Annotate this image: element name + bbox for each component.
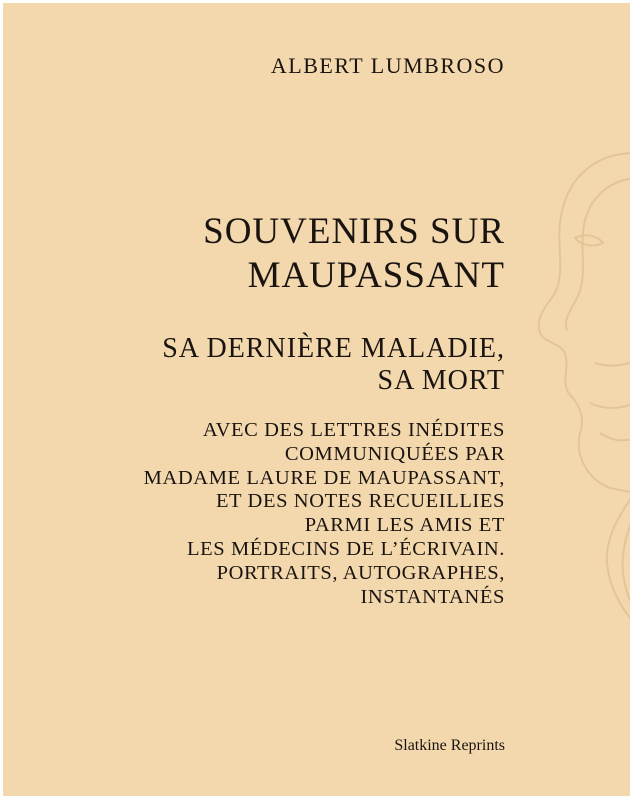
stylized-profile-head-icon: [515, 133, 630, 633]
subtitle-line: SA DERNIÈRE MALADIE,: [162, 333, 505, 364]
description-line: INSTANTANÉS: [360, 585, 505, 608]
description-line: LES MÉDECINS DE L’ÉCRIVAIN.: [186, 537, 505, 560]
subtitle-line: SA MORT: [377, 365, 505, 396]
book-title: [203, 210, 505, 298]
book-subtitle: [162, 333, 505, 397]
description-line: PORTRAITS, AUTOGRAPHES,: [216, 561, 505, 584]
description-line: MADAME LAURE DE MAUPASSANT,: [143, 466, 505, 489]
description-line: PARMI LES AMIS ET: [304, 514, 505, 537]
author-name: ALBERT LUMBROSO: [270, 53, 505, 78]
description-line: COMMUNIQUÉES PAR: [284, 442, 505, 465]
publisher-name: Slatkine Reprints: [394, 737, 505, 754]
title-line: SOUVENIRS SUR: [203, 211, 505, 252]
description-line: ET DES NOTES RECUEILLIES: [215, 490, 505, 513]
title-line: MAUPASSANT: [247, 255, 505, 296]
description-line: AVEC DES LETTRES INÉDITES: [202, 419, 505, 441]
book-cover: [3, 3, 630, 796]
book-description: [144, 419, 505, 609]
